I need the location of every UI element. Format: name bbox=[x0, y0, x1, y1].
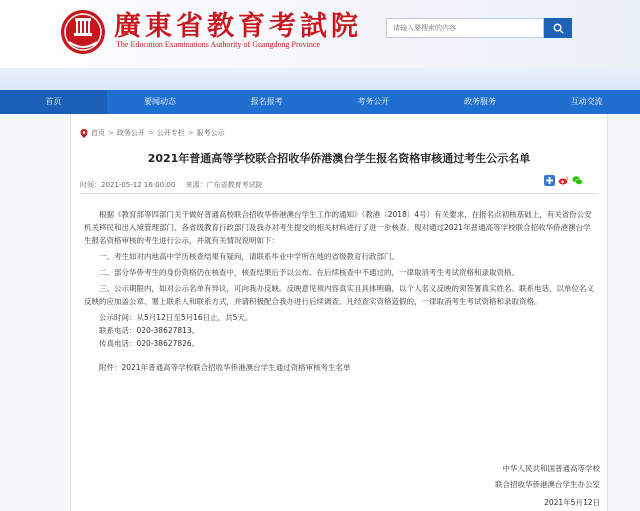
paragraph-item-1: 一、考生如对内地高中学历核查结果有疑问，请联系毕业中学所在地的省级教育行政部门。 bbox=[99, 252, 399, 261]
location-pin-icon bbox=[80, 129, 88, 138]
logo-seal-icon bbox=[60, 6, 106, 58]
signature-org-line1: 中华人民共和国普通高等学校 bbox=[502, 464, 600, 473]
article-meta bbox=[80, 180, 271, 190]
nav-item-interaction[interactable]: 互动交流 bbox=[570, 97, 603, 106]
breadcrumb-gov-affairs[interactable]: 政务公开 bbox=[116, 129, 145, 137]
breadcrumb-home[interactable]: 首页 bbox=[91, 129, 105, 137]
breadcrumb-public-column[interactable]: 公开专栏 bbox=[156, 129, 185, 137]
article-source: 来源：广东省教育考试院 bbox=[185, 181, 263, 189]
nav-item-registration[interactable]: 报名报考 bbox=[250, 97, 283, 106]
search-input[interactable] bbox=[386, 18, 544, 38]
signature-org-line2: 联合招收华侨港澳台学生办公室 bbox=[495, 480, 600, 489]
signature-date: 2021年5月12日 bbox=[544, 498, 600, 507]
weibo-icon[interactable] bbox=[558, 175, 569, 186]
paragraph-intro: 根据《教育部等四部门关于做好普通高校联合招收华侨港澳台学生工作的通知》（教港〔2018〕4号）有关要求，在报名点初核基础上，有关省份公安机关移民和出入境管理部门、各省级教育行政部门及我办对考生提交的相关材料进行了进一步核查。现对通过2021年普通高等学校联合招收华侨港澳台学生报名资格审核的考生进行公示，并就有关情况说明如下： bbox=[84, 210, 592, 245]
wechat-icon[interactable] bbox=[572, 175, 583, 186]
search-button[interactable] bbox=[544, 18, 572, 38]
banner-strip bbox=[0, 68, 640, 90]
site-header bbox=[0, 0, 640, 68]
attachment-link[interactable]: 附件：2021年普通高等学校联合招收华侨港澳台学生通过资格审核考生名单 bbox=[99, 363, 351, 372]
contact-phone: 联系电话：020-38627813。 bbox=[99, 326, 200, 335]
nav-item-news[interactable]: 要闻动态 bbox=[144, 97, 176, 106]
contact-info bbox=[84, 311, 594, 350]
paragraph-item-3: 三、公示期限内，如对公示名单有异议，可向我办反映。反映意见须内容真实且具体明确，以个人名义反映的须签署真实姓名、联系电话，以单位名义反映的应加盖公章、署上联系人和联系方式，并请积极配合我办进行后续调查。凡经查实资格造假的，一律取消考生考试资格和录取资格。 bbox=[84, 284, 594, 306]
article-title: 2021年普通高等学校联合招收华侨港澳台学生报名资格审核通过考生公示名单 bbox=[147, 152, 531, 165]
nav-item-gov-services[interactable]: 政务服务 bbox=[464, 97, 497, 106]
fax-phone: 传真电话：020-38627826。 bbox=[99, 339, 200, 348]
breadcrumb-separator: > bbox=[147, 129, 154, 137]
article-body bbox=[84, 208, 594, 377]
site-title: 廣東省教育考試院 bbox=[114, 11, 362, 42]
breadcrumb-separator: > bbox=[108, 129, 114, 137]
title-divider bbox=[80, 193, 598, 194]
nav-item-home[interactable]: 首页 bbox=[0, 90, 107, 114]
breadcrumb-separator: > bbox=[187, 129, 194, 137]
notice-period: 公示时间：从5月12日至5月16日止，共5天。 bbox=[99, 313, 253, 322]
breadcrumb bbox=[80, 128, 225, 138]
paragraph-item-2: 二、部分华侨考生的身份资格仍在核查中，核查结果后予以公布。在后续核查中不通过的，一律取消考生考试资格和录取资格。 bbox=[99, 268, 519, 277]
share-bar bbox=[544, 175, 583, 186]
nav-item-exam-affairs[interactable]: 考务公开 bbox=[357, 97, 390, 106]
breadcrumb-exam-notice[interactable]: 报考公示 bbox=[196, 129, 225, 137]
search-icon bbox=[553, 23, 564, 34]
main-nav bbox=[0, 90, 640, 114]
site-subtitle: The Education Examinations Authority of Guangdong Province bbox=[116, 40, 320, 49]
share-plus-icon[interactable] bbox=[544, 175, 555, 186]
publish-time: 时间：2021-05-12 16:00:00 bbox=[80, 181, 176, 189]
